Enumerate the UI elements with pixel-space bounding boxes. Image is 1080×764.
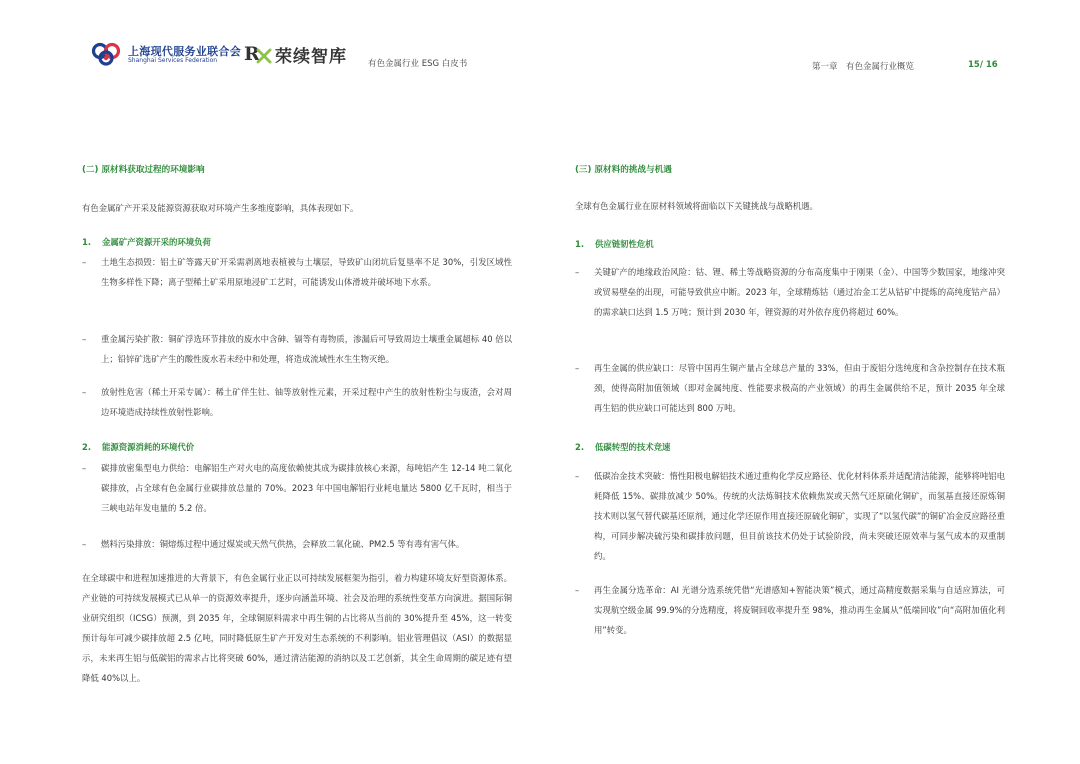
subsection-number: 2. [575, 442, 585, 452]
list-item-text: 低碳冶金技术突破：惰性阳极电解铝技术通过重构化学反应路径、优化材料体系并适配清洁能源，能够将吨铝电耗降低 15%、碳排放减少 50%。传统的火法炼铜技术依赖焦炭或天然气还原硫化铜矿，而氢基直接还原炼铜技术则以氢气替代碳基还原剂，通过化学还原作用直接还原硫化铜矿，实现了“以氢代碳”的铜矿冶金反应路径重构，可同步解决硫污染和碳排放问题，但目前该技术仍处于试验阶段，尚未突破还原效率与氢气成本的双重制约。 [594, 471, 1005, 561]
bullet-dash: – [575, 585, 580, 595]
list-item-text: 再生金属分选革命：AI 光谱分选系统凭借“光谱感知+智能决策”模式，通过高精度数据采集与自适应算法，可实现航空级金属 99.9%的分选精度，将废铜回收率提升至 98%，推动再生金属从“低端回收”向“高附加值化利用”转变。 [594, 585, 1005, 635]
bullet-dash: – [82, 463, 87, 473]
logo-chinese-name: 上海现代服务业联合会 [128, 45, 241, 58]
subsection-title [82, 232, 211, 252]
closing-paragraph: 在全球碳中和进程加速推进的大背景下，有色金属行业正以可持续发展框架为指引，着力构建环境友好型资源体系。产业链的可持续发展模式已从单一的资源效率提升，逐步向涵盖环境、社会及治理的系统性变革方向演进。据国际铜业研究组织（ICSG）预测，到 2035 年，全球铜原料需求中再生铜的占比将从当前的 30%提升至 45%，这一转变预计每年可减少碳排放超 2.5 亿吨，同时降低原生矿产开发对生态系统的不利影响。铝业管理倡议（ASI）的数据显示，未来再生铝与低碳铝的需求占比将突破 60%，通过清洁能源的消纳以及工艺创新，其全生命周期的碳足迹有望降低 40%以上。 [82, 573, 512, 683]
bullet-dash: – [82, 334, 87, 344]
subsection-label: 金属矿产资源开采的环境负荷 [102, 237, 211, 247]
subsection-number: 2. [82, 442, 92, 452]
subsection-label: 能源资源消耗的环境代价 [102, 442, 195, 452]
subsection-number: 1. [575, 239, 585, 249]
subsection-title [575, 437, 670, 457]
list-item-text: 放射性危害（稀土开采专属）：稀土矿伴生钍、铀等放射性元素，开采过程中产生的放射性粉尘与废渣，会对周边环境造成持续性放射性影响。 [101, 387, 512, 417]
subsection-label: 供应链韧性危机 [595, 239, 654, 249]
federation-emblem-icon [90, 42, 124, 66]
list-item-text: 重金属污染扩散：铜矿浮选环节排放的废水中含砷、镉等有毒物质，渗漏后可导致周边土壤重金属超标 40 倍以上；铅锌矿选矿产生的酸性废水若未经中和处理，将造成流域性水生生物灭绝。 [101, 334, 512, 364]
subsection-label: 低碳转型的技术竞速 [595, 442, 671, 452]
section-title: (三) 原材料的挑战与机遇 [575, 165, 672, 175]
subsection-title [575, 234, 654, 254]
section-title: (二) 原材料获取过程的环境影响 [82, 165, 205, 175]
section-intro: 有色金属矿产开采及能源资源获取对环境产生多维度影响，具体表现如下。 [82, 203, 359, 213]
rx-monogram-icon [244, 42, 272, 64]
rongxu-think-tank-logo [244, 40, 354, 70]
list-item-text: 土地生态损毁：铝土矿等露天矿开采需剥离地表植被与土壤层，导致矿山闭坑后复垦率不足 30%，引发区域性生物多样性下降；离子型稀土矿采用原地浸矿工艺时，可能诱发山体滑坡并破坏地下水系。 [101, 257, 512, 287]
logo-english-name: Shanghai Services Federation [128, 57, 218, 64]
subsection-title [82, 437, 194, 457]
bullet-dash: – [82, 387, 87, 397]
bullet-dash: – [82, 257, 87, 267]
svg-text:R: R [244, 43, 260, 64]
document-title: 有色金属行业 ESG 白皮书 [368, 59, 468, 69]
chapter-heading: 第一章 有色金属行业概览 [812, 62, 915, 72]
subsection-number: 1. [82, 237, 92, 247]
section-intro: 全球有色金属行业在原材料领域将面临以下关键挑战与战略机遇。 [575, 201, 818, 211]
logo-think-tank-name: 荣续智库 [275, 47, 347, 67]
bullet-dash: – [575, 471, 580, 481]
bullet-dash: – [575, 363, 580, 373]
list-item-text: 关键矿产的地缘政治风险：钴、锂、稀土等战略资源的分布高度集中于刚果（金）、中国等少数国家，地缘冲突或贸易壁垒的出现，可能导致供应中断。2023 年，全球精炼钴（通过冶金工艺从钴矿中提炼的高纯度钴产品）的需求缺口达到 1.5 万吨；预计到 2030 年，锂资源的对外依存度仍将超过 60%。 [594, 267, 1005, 317]
bullet-dash: – [82, 539, 87, 549]
shanghai-services-federation-logo [90, 40, 241, 70]
list-item-text: 燃料污染排放：铜熔炼过程中通过煤炭或天然气供热，会释放二氧化硫、PM2.5 等有毒有害气体。 [101, 539, 465, 549]
list-item-text: 碳排放密集型电力供给：电解铝生产对火电的高度依赖使其成为碳排放核心来源，每吨铝产生 12-14 吨二氧化碳排放，占全球有色金属行业碳排放总量的 70%。2023 年中国电解铝行业耗电量达 5800 亿千瓦时，相当于三峡电站年发电量的 5.2 倍。 [101, 463, 512, 513]
page-header [0, 0, 1080, 90]
page-number: 15/ 16 [968, 60, 998, 70]
bullet-dash: – [575, 267, 580, 277]
list-item-text: 再生金属的供应缺口：尽管中国再生铜产量占全球总产量的 33%，但由于废铝分选纯度和含杂控制存在技术瓶颈，使得高附加值领域（即对金属纯度、性能要求极高的产业领域）的再生金属供给不足，预计 2035 年全球再生铝的供应缺口可能达到 800 万吨。 [594, 363, 1005, 413]
